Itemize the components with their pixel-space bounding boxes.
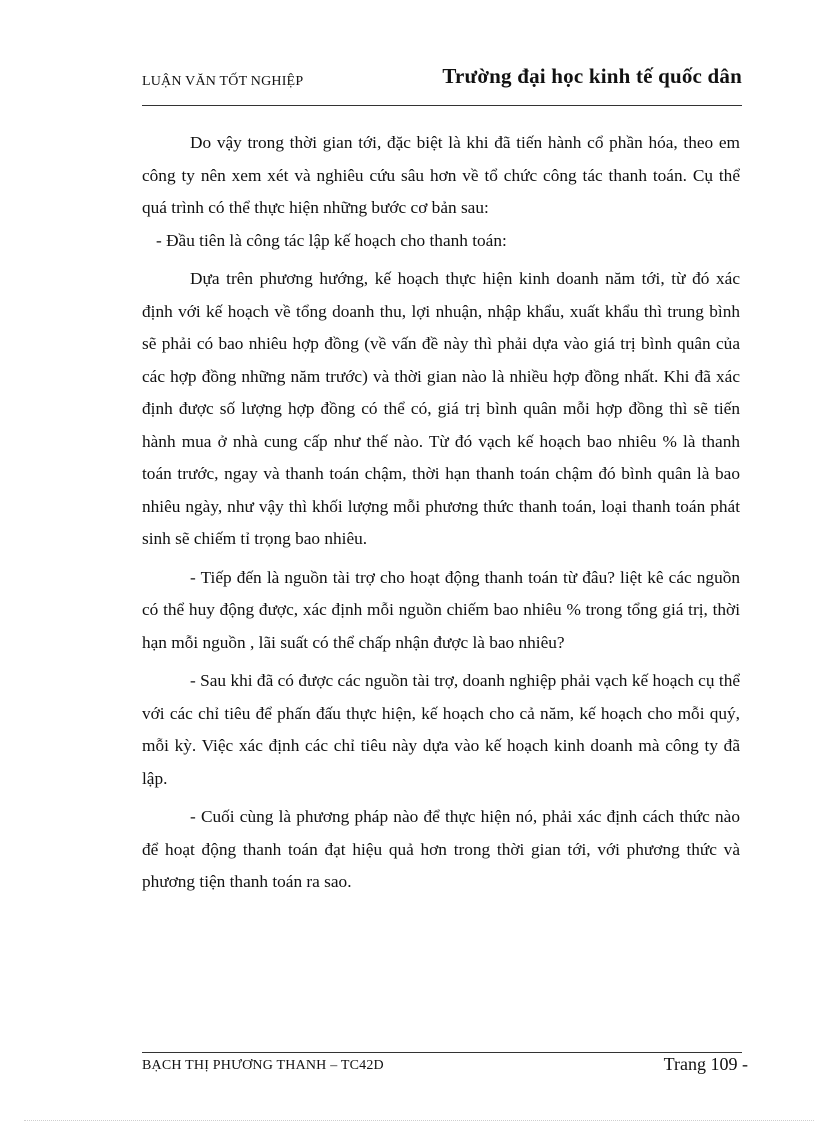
list-item-methods: - Cuối cùng là phương pháp nào để thực hiện nó, phải xác định cách thức nào để hoạt động thanh toán đạt hiệu quả hơn trong thời gian tới, với phương thức và phương tiện thanh toán ra sao. bbox=[142, 807, 740, 891]
list-item-planning: - Đầu tiên là công tác lập kế hoạch cho thanh toán: bbox=[156, 230, 507, 250]
author-name: BẠCH THỊ PHƯƠNG THANH – TC42D bbox=[142, 1058, 384, 1073]
page-edge-dotted-line bbox=[24, 1120, 814, 1121]
paragraph-intro: Do vậy trong thời gian tới, đặc biệt là khi đã tiến hành cổ phần hóa, theo em công ty nên xem xét và nghiêu cứu sâu hơn về tổ chức công tác thanh toán. Cụ thể quá trình có thể thực hiện những bước cơ bản sau: bbox=[142, 133, 740, 217]
thesis-label: LUẬN VĂN TỐT NGHIỆP bbox=[142, 74, 304, 89]
university-name: Trường đại học kinh tế quốc dân bbox=[442, 64, 742, 88]
list-item-targets: - Sau khi đã có được các nguồn tài trợ, doanh nghiệp phải vạch kế hoạch cụ thể với các chỉ tiêu để phấn đấu thực hiện, kế hoạch cho cả năm, kế hoạch cho mỗi quý, mỗi kỳ. Việc xác định các chỉ tiêu này dựa vào kế hoạch kinh doanh mà công ty đã lập. bbox=[142, 671, 740, 788]
document-body bbox=[142, 127, 740, 899]
header-divider bbox=[142, 105, 742, 106]
paragraph-planning-detail: Dựa trên phương hướng, kế hoạch thực hiện kinh doanh năm tới, từ đó xác định với kế hoạch về tổng doanh thu, lợi nhuận, nhập khẩu, xuất khẩu thì trung bình sẽ phải có bao nhiêu hợp đồng (về vấn đề này thì phải dựa vào giá trị bình quân của các hợp đồng những năm trước) và thời gian nào là nhiều hợp đồng nhất. Khi đã xác định được số lượng hợp đồng có thể có, giá trị bình quân mỗi hợp đồng thì sẽ tiến hành mua ở nhà cung cấp như thế nào. Từ đó vạch kế hoạch bao nhiêu % là thanh toán trước, ngay và thanh toán chậm, thời hạn thanh toán chậm đó bình quân là bao nhiêu ngày, như vậy thì khối lượng mỗi phương thức thanh toán, loại thanh toán phát sinh sẽ chiếm tỉ trọng bao nhiêu. bbox=[142, 269, 740, 548]
page-header bbox=[142, 62, 742, 104]
footer-divider bbox=[142, 1052, 742, 1053]
list-item-funding: - Tiếp đến là nguồn tài trợ cho hoạt động thanh toán từ đâu? liệt kê các nguồn có thể huy động được, xác định mỗi nguồn chiếm bao nhiêu % trong tổng giá trị, thời hạn mỗi nguồn , lãi suất có thể chấp nhận được là bao nhiêu? bbox=[142, 567, 740, 652]
page-number: Trang 109 - bbox=[663, 1054, 748, 1074]
